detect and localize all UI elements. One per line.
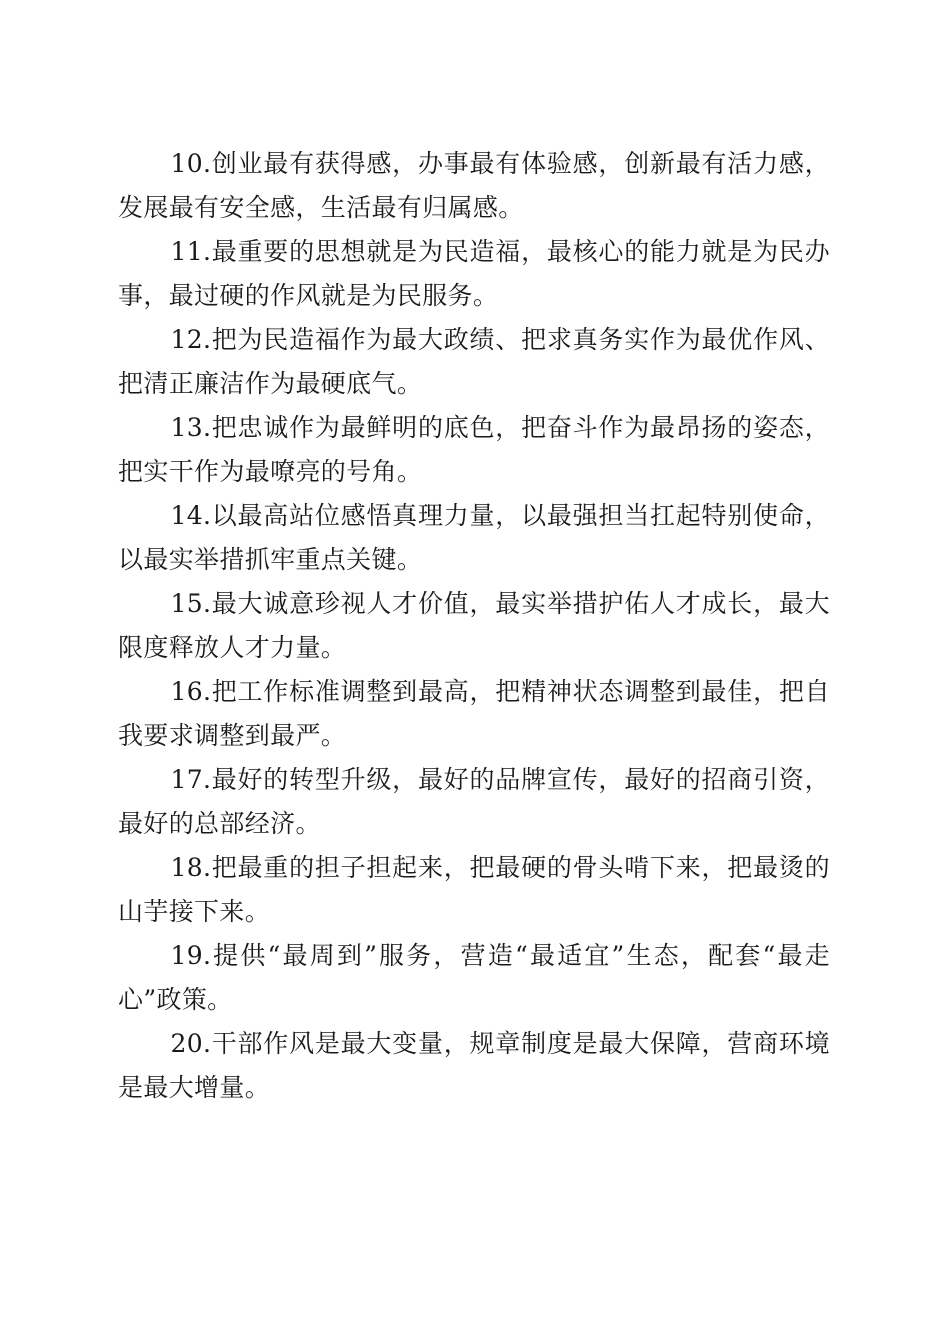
paragraph-17: 17.最好的转型升级，最好的品牌宣传，最好的招商引资，最好的总部经济。 bbox=[118, 765, 830, 838]
paragraph-13: 13.把忠诚作为最鲜明的底色，把奋斗作为最昂扬的姿态，把实干作为最嘹亮的号角。 bbox=[118, 413, 830, 486]
paragraph-19: 19.提供“最周到”服务，营造“最适宜”生态，配套“最走心”政策。 bbox=[118, 941, 830, 1014]
paragraph-18: 18.把最重的担子担起来，把最硬的骨头啃下来，把最烫的山芋接下来。 bbox=[118, 853, 830, 926]
paragraph-16: 16.把工作标准调整到最高，把精神状态调整到最佳，把自我要求调整到最严。 bbox=[118, 677, 830, 750]
paragraph-15: 15.最大诚意珍视人才价值，最实举措护佑人才成长，最大限度释放人才力量。 bbox=[118, 589, 830, 662]
paragraph-10: 10.创业最有获得感，办事最有体验感，创新最有活力感，发展最有安全感，生活最有归属感。 bbox=[118, 149, 830, 222]
paragraph-12: 12.把为民造福作为最大政绩、把求真务实作为最优作风、把清正廉洁作为最硬底气。 bbox=[118, 325, 830, 398]
paragraph-20: 20.干部作风是最大变量，规章制度是最大保障，营商环境是最大增量。 bbox=[118, 1029, 830, 1102]
document-body bbox=[118, 142, 830, 1110]
paragraph-11: 11.最重要的思想就是为民造福，最核心的能力就是为民办事，最过硬的作风就是为民服务。 bbox=[118, 237, 830, 310]
paragraph-14: 14.以最高站位感悟真理力量，以最强担当扛起特别使命，以最实举措抓牢重点关键。 bbox=[118, 501, 830, 574]
